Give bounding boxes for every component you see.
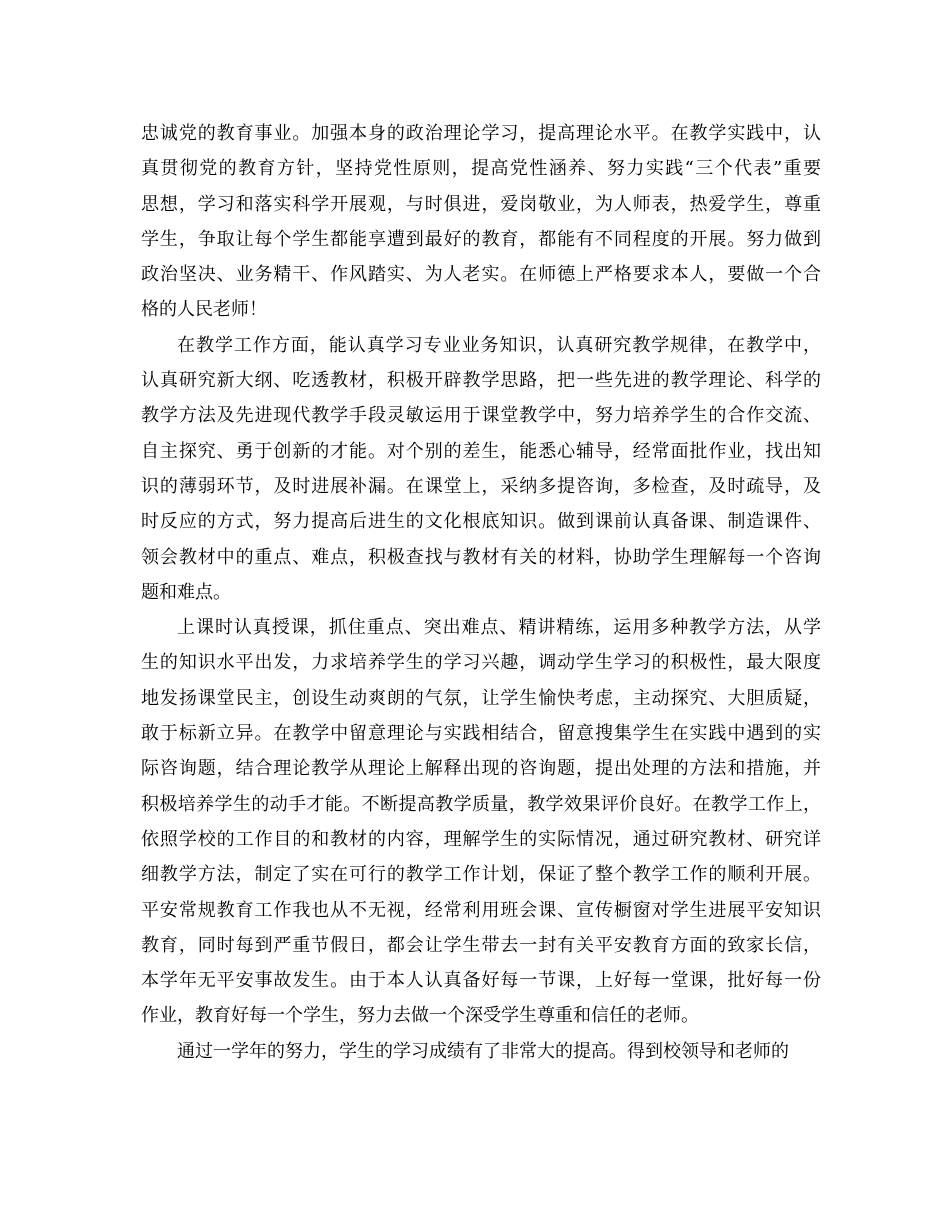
text-line: 积极培养学生的动手才能。不断提高教学质量，教学效果评价良好。在教学工作上， [141,793,821,815]
text-line: 忠诚党的教育事业。加强本身的政治理论学习，提高理论水平。在教学实践中，认 [141,123,821,144]
text-line: 地发扬课堂民主，创设生动爽朗的气氛，让学生愉快考虑，主动探究、大胆质疑， [141,687,821,709]
text-line: 作业，教育好每一个学生，努力去做一个深受学生尊重和信任的老师。 [141,1005,699,1027]
text-line: 题和难点。 [141,581,231,603]
paragraph-first-line: 上课时认真授课，抓住重点、突出难点、精讲精练，运用多种教学方法，从学 [177,617,821,639]
paragraph-first-line: 在教学工作方面，能认真学习专业业务知识，认真研究教学规律，在教学中， [177,334,821,356]
text-line: 敢于标新立异。在教学中留意理论与实践相结合，留意搜集学生在实践中遇到的实 [141,723,821,745]
body-text [141,116,821,1069]
text-line: 真贯彻党的教育方针，坚持党性原则，提高党性涵养、努力实践“三个代表”重要 [141,158,821,180]
text-line: 识的薄弱环节，及时进展补漏。在课堂上，采纳多提咨询，多检查，及时疏导，及 [141,475,821,497]
text-line: 格的人民老师！ [141,299,267,321]
text-line: 平安常规教育工作我也从不无视，经常利用班会课、宣传橱窗对学生进展平安知识 [141,899,821,921]
text-line: 本学年无平安事故发生。由于本人认真备好每一节课，上好每一堂课，批好每一份 [141,970,821,992]
text-line: 学生，争取让每个学生都能享遭到最好的教育，都能有不同程度的开展。努力做到 [141,228,821,250]
text-line: 教学方法及先进现代教学手段灵敏运用于课堂教学中，努力培养学生的合作交流、 [141,405,821,427]
text-line: 思想，学习和落实科学开展观，与时俱进，爱岗敬业，为人师表，热爱学生，尊重 [141,193,821,215]
text-line: 政治坚决、业务精干、作风踏实、为人老实。在师德上严格要求本人，要做一个合 [141,264,821,286]
text-line: 依照学校的工作目的和教材的内容，理解学生的实际情况，通过研究教材、研究详 [141,828,821,850]
text-line: 生的知识水平出发，力求培养学生的学习兴趣，调动学生学习的积极性，最大限度 [141,652,821,674]
paragraph-first-line: 通过一学年的努力，学生的学习成绩有了非常大的提高。得到校领导和老师的 [177,1040,789,1062]
text-line: 自主探究、勇于创新的才能。对个别的差生，能悉心辅导，经常面批作业，找出知 [141,440,821,462]
text-line: 领会教材中的重点、难点，积极查找与教材有关的材料，协助学生理解每一个咨询 [141,546,821,568]
text-line: 时反应的方式，努力提高后进生的文化根底知识。做到课前认真备课、制造课件、 [141,511,821,533]
text-line: 际咨询题，结合理论教学从理论上解释出现的咨询题，提出处理的方法和措施，并 [141,758,821,780]
text-line: 认真研究新大纲、吃透教材，积极开辟教学思路，把一些先进的教学理论、科学的 [141,370,821,392]
text-line: 细教学方法，制定了实在可行的教学工作计划，保证了整个教学工作的顺利开展。 [141,864,821,886]
text-line: 教育，同时每到严重节假日，都会让学生带去一封有关平安教育方面的致家长信， [141,934,821,956]
